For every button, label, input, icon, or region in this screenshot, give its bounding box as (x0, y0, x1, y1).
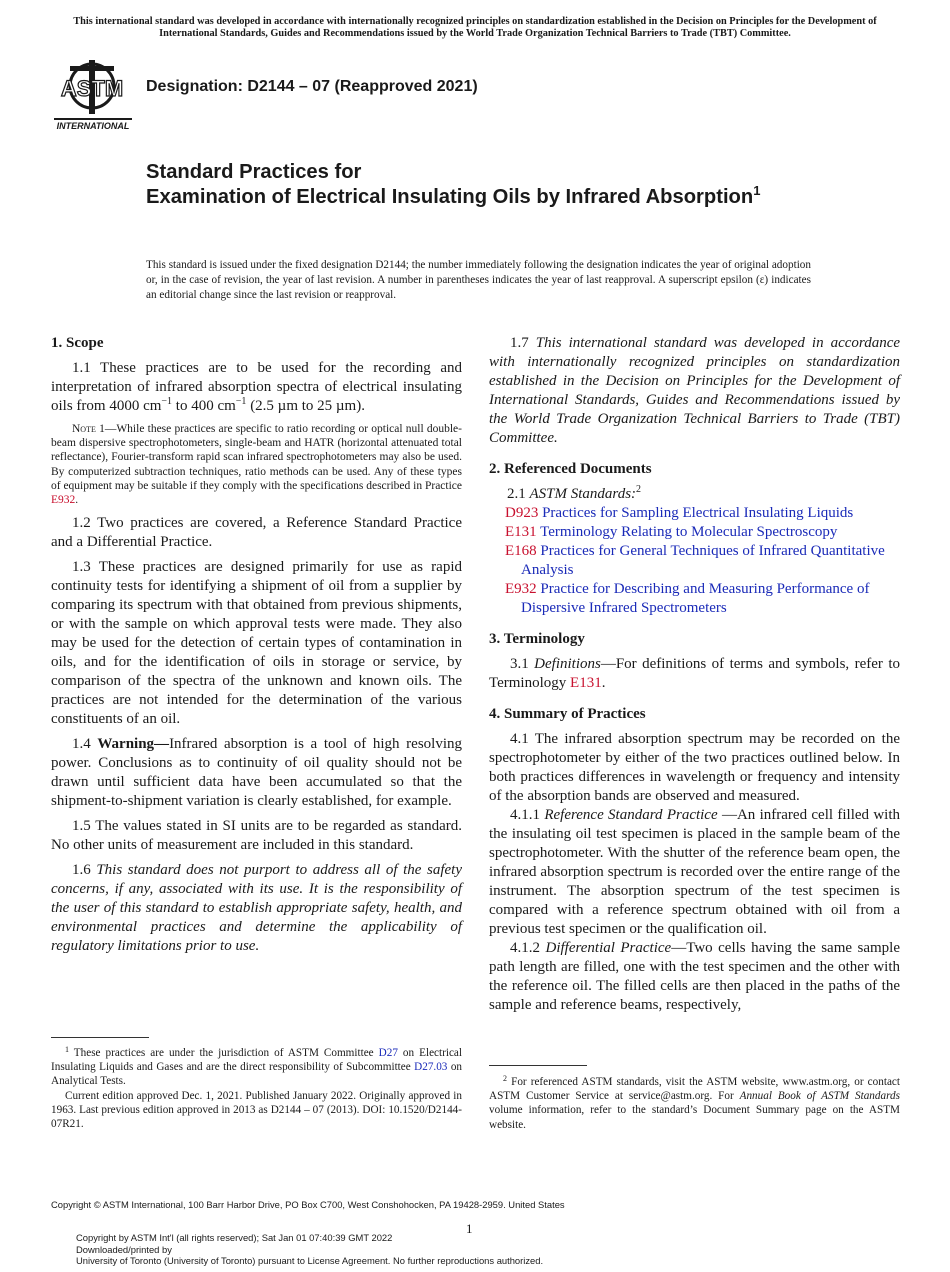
footnote-text: on Electrical Insulating Liquids and Gases and are the direct responsibility of Subcommittee (51, 1047, 462, 1074)
para-4-1: 4.1 The infrared absorption spectrum may be recorded on the spectrophotometer by either of the two practices outlined below. In both practices differences in wavelength or frequency and intensity of the absorption bands are observed and measured. (489, 731, 900, 804)
document-title (146, 160, 786, 210)
title-main: Examination of Electrical Insulating Oils by Infrared Absorption (146, 186, 754, 208)
footnote-1 (51, 1046, 462, 1131)
para-1-3: 1.3 These practices are designed primarily for use as rapid continuity tests for identifying a shipment of oil from a supplier by comparing its spectrum with that obtained from previous shipments, or with the sample on which approval tests were made. They also may be used for the detection of certain types of contamination in oils, and for the identification of oils in storage or service, by comparison of the spectra of the unknown and known oils. The practices are not intended for the determination of the various constituents of an oil. (51, 559, 462, 728)
section-heading-scope: 1. Scope (51, 335, 104, 351)
para-end: . (601, 675, 606, 691)
footnote-italic: Annual Book of ASTM Standards (739, 1090, 900, 1103)
ref-code[interactable]: E131 (505, 524, 537, 540)
title-line-1: Standard Practices for (146, 161, 362, 183)
ref-code[interactable]: E932 (505, 581, 537, 597)
footnote-1-para (51, 1046, 462, 1089)
download-line-3: University of Toronto (University of Toronto) pursuant to License Agreement. No further reproductions authorized. (76, 1255, 544, 1266)
designation: Designation: D2144 – 07 (Reapproved 2021) (146, 78, 478, 95)
definitions-text: —For definitions of terms and symbols, refer to Terminology (489, 656, 900, 691)
footnote-divider (51, 1037, 149, 1038)
reference-list (489, 504, 900, 618)
astm-logo (52, 58, 134, 132)
footnote-2 (489, 1075, 900, 1132)
para-number: 2.1 (507, 486, 530, 502)
logo-subtext: INTERNATIONAL (56, 121, 130, 131)
reference-item[interactable] (489, 580, 900, 618)
footnote-2-para (489, 1075, 900, 1132)
left-column (51, 334, 462, 962)
para-1-4 (51, 735, 462, 811)
footnote-text: volume information, refer to the standard’s Document Summary page on the ASTM website. (489, 1104, 900, 1131)
para-number: 1.4 (72, 736, 98, 753)
para-2-1 (489, 485, 900, 504)
para-1-6 (51, 861, 462, 956)
ref-code[interactable]: E168 (505, 543, 537, 559)
footnote-text: These practices are under the jurisdiction of ASTM Committee (69, 1047, 379, 1059)
issuance-note: This standard is issued under the fixed designation D2144; the number immediately following the designation indicates the year of original adoption or, in the case of revision, the year of last revision. A number in parentheses indicates the year of last reapproval. A superscript epsilon (ε) indicates an editorial change since the last revision or reapproval. (146, 259, 811, 301)
footnote-divider (489, 1065, 587, 1066)
para-1-1-end: (2.5 µm to 25 µm). (246, 398, 365, 414)
download-line-1: Copyright by ASTM Int'l (all rights reserved); Sat Jan 01 07:40:39 GMT 2022 (76, 1232, 393, 1243)
download-line-2: Downloaded/printed by (76, 1243, 172, 1255)
link-e131[interactable]: E131 (570, 675, 602, 691)
note-1 (51, 422, 462, 507)
ref-code[interactable]: D923 (505, 505, 539, 521)
ref-title[interactable]: Terminology Relating to Molecular Spectroscopy (540, 524, 838, 540)
para-1-1-mid: to 400 cm (172, 398, 236, 414)
section-heading-terminology: 3. Terminology (489, 631, 585, 647)
para-number: 4.1.1 (510, 807, 545, 823)
definitions-label: Definitions (534, 656, 601, 672)
title-line-2 (146, 185, 786, 210)
warning-label: Warning— (97, 736, 170, 753)
copyright-line: Copyright © ASTM International, 100 Barr Harbor Drive, PO Box C700, West Conshohocken, PA 19428-2959. United States (51, 1199, 565, 1210)
para-number: 1.7 (510, 335, 536, 351)
para-1-5: 1.5 The values stated in SI units are to be regarded as standard. No other units of measurement are included in this standard. (51, 818, 462, 854)
link-d27-03[interactable]: D27.03 (414, 1061, 448, 1074)
para-1-7 (489, 334, 900, 448)
header-notice: This international standard was developed in accordance with internationally recognized principles on standardization established in the Decision on Principles for the Development of International Standards, Guides and Recommendations issued by the World Trade Organization Technical Barriers to Trade (TBT) Committee. (73, 16, 877, 39)
unit-exponent: −1 (161, 396, 173, 407)
para-1-1-text: 1.1 These practices are to be used for the recording and interpretation of infrared absorption spectra of electrical insulating oils from 4000 cm (51, 360, 462, 414)
safety-text: This standard does not purport to address all of the safety concerns, if any, associated with its use. It is the responsibility of the user of this standard to establish appropriate safety, health, and environmental practices and determine the applicability of regulatory limitations prior to use. (51, 862, 463, 955)
link-e932[interactable]: E932 (51, 494, 76, 507)
para-number: 4.1.2 (510, 940, 546, 956)
note-end: . (75, 494, 79, 507)
astm-standards-label: ASTM Standards: (529, 486, 637, 502)
practice-label: Differential Practice (545, 940, 672, 956)
practice-text: —Two cells having the same sample path length are filled, one with the test specimen and the other with the reference oil. The filled cells are then placed in the paths of the sample and reference beams, respectively, (489, 940, 901, 1013)
ref-title[interactable]: Practice for Describing and Measuring Performance of Dispersive Infrared Spectrometers (521, 581, 870, 616)
footnote-mark: 2 (636, 484, 642, 495)
logo-text: ASTM (60, 76, 124, 101)
tbt-text: This international standard was developed in accordance with internationally recognized principles on standardization established in the Decision on Principles for the Development of International Standards, Guides and Recommendations issued by the World Trade Organization Technical Barriers to Trade (TBT) Committee. (489, 335, 901, 446)
download-notice (76, 1232, 543, 1267)
para-1-2: 1.2 Two practices are covered, a Reference Standard Practice and a Differential Practice. (51, 515, 462, 551)
ref-title[interactable]: Practices for General Techniques of Infrared Quantitative Analysis (521, 543, 885, 578)
section-heading-summary: 4. Summary of Practices (489, 706, 646, 722)
reference-item[interactable] (489, 523, 900, 542)
para-3-1 (489, 655, 900, 693)
astm-logo-mark (52, 58, 134, 132)
footnote-mark: 1 (65, 1045, 69, 1054)
footnote-text: on Analytical Tests. (51, 1061, 463, 1088)
practice-label: Reference Standard Practice (544, 807, 718, 823)
note-text: 1—While these practices are specific to ratio recording or optical null double-beam dispersive spectrophotometers, single-beam and HATR (horizontal attenuated total reflectance), Fourier-transform rapid scan infrared spectrophotometers may also be used. By computerized subtraction techniques, ratio methods can be used. Any of these types of equipment may be suitable if they comply with the specifications described in Practice (51, 423, 463, 492)
para-4-1-2 (489, 939, 900, 1015)
reference-item[interactable] (489, 504, 900, 523)
section-heading-referenced: 2. Referenced Documents (489, 461, 652, 477)
title-footnote-mark: 1 (753, 183, 761, 198)
right-column (489, 334, 900, 1015)
para-4-1-1 (489, 806, 900, 939)
para-number: 1.6 (72, 862, 97, 879)
practice-text: —An infrared cell filled with the insulating oil test specimen is placed in the sample beam of the spectrophotometer. With the shutter of the reference beam open, the infrared absorption spectrum is recorded over the entire range of the instrument. The absorption spectrum of the test specimen is compared with a reference spectrum obtained with oil from a previous test specimen or the qualification oil. (489, 807, 901, 937)
para-1-1 (51, 359, 462, 416)
footnote-1-edition: Current edition approved Dec. 1, 2021. Published January 2022. Originally approved in 1963. Last previous edition approved in 2013 as D2144 – 07 (2013). DOI: 10.1520/D2144-07R21. (51, 1089, 462, 1131)
ref-title[interactable]: Practices for Sampling Electrical Insulating Liquids (542, 505, 854, 521)
page-number: 1 (466, 1221, 473, 1236)
footnote-text: For referenced ASTM standards, visit the ASTM website, www.astm.org, or contact ASTM Customer Service at service@astm.org. For (489, 1076, 900, 1103)
reference-item[interactable] (489, 542, 900, 580)
unit-exponent: −1 (235, 396, 247, 407)
note-label: Note (72, 423, 96, 435)
warning-text: Infrared absorption is a tool of high resolving power. Conclusions as to continuity of oil quality should not be drawn until sufficient data have been accumulated so that the shipment-to-shipment variation is clearly established, for example. (51, 736, 463, 810)
footnote-mark: 2 (503, 1074, 507, 1083)
link-d27[interactable]: D27 (378, 1047, 398, 1059)
para-number: 3.1 (510, 656, 535, 672)
